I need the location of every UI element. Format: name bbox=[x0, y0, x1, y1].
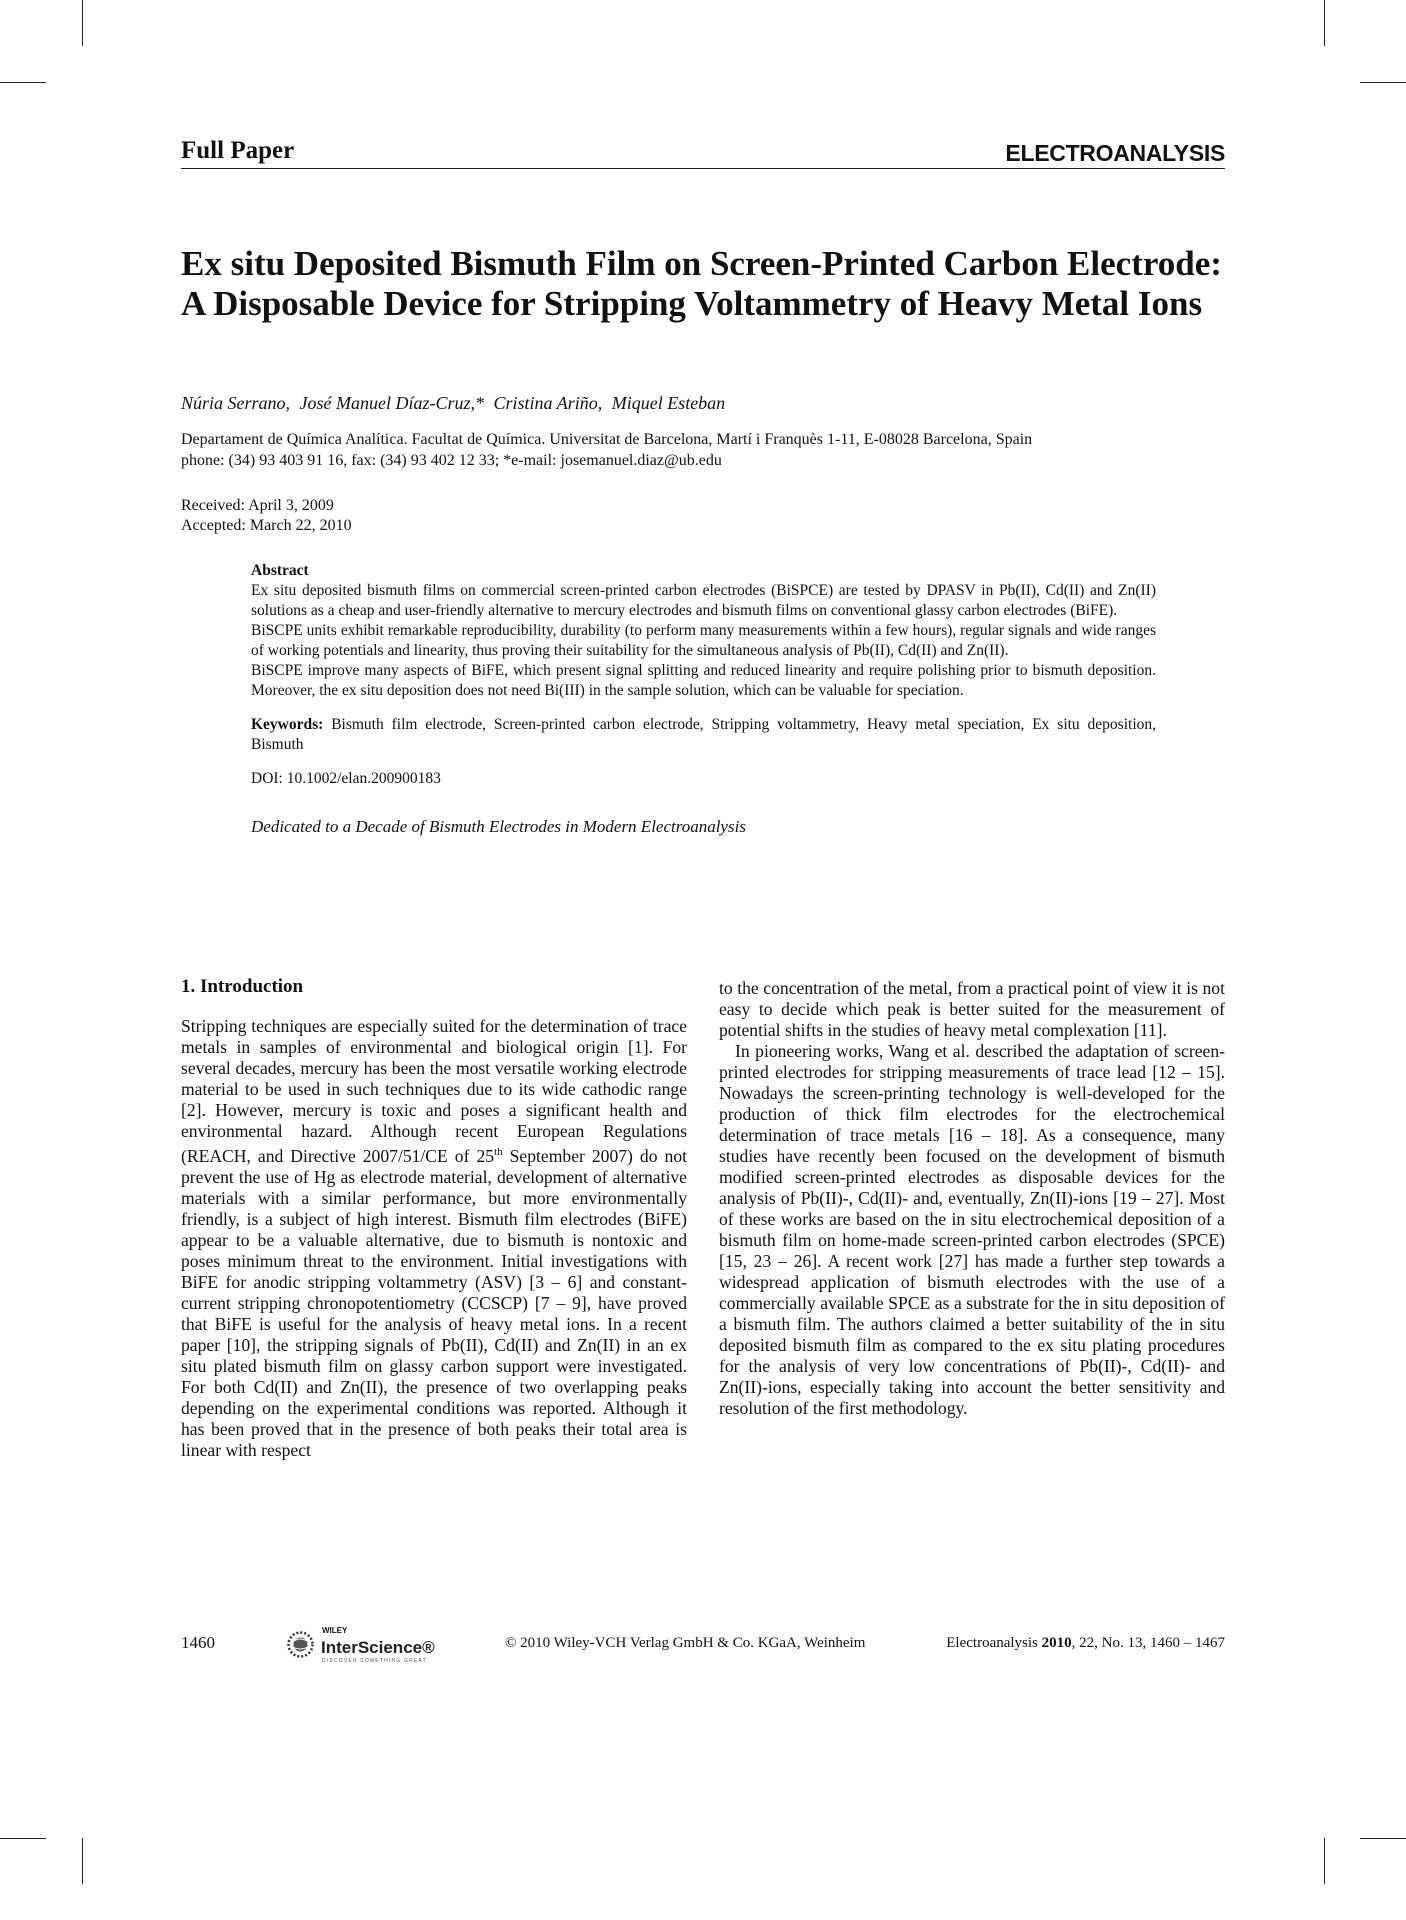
interscience-logo bbox=[284, 1624, 454, 1664]
header-rule bbox=[181, 168, 1225, 169]
keywords-label: Keywords: bbox=[251, 716, 324, 733]
page-footer bbox=[181, 1626, 1225, 1664]
doi: DOI: 10.1002/elan.200900183 bbox=[251, 770, 441, 787]
abstract-block bbox=[251, 561, 1156, 837]
affiliation bbox=[181, 429, 1226, 471]
author: Cristina Ariño, bbox=[493, 393, 603, 413]
keywords-list: Bismuth film electrode, Screen-printed carbon electrode, Stripping voltammetry, Heavy metal speciation, Ex situ deposition, Bismuth bbox=[251, 716, 1156, 753]
body-column-right bbox=[719, 978, 1225, 1419]
abstract-paragraph: BiSCPE improve many aspects of BiFE, which present signal splitting and reduced linearity and require polishing prior to bismuth deposition. Moreover, the ex situ deposition does not need Bi(III) in the sample solution, which can be valuable for speciation. bbox=[251, 662, 1156, 699]
abstract-paragraph: BiSCPE units exhibit remarkable reproducibility, durability (to perform many measurements within a few hours), regular signals and wide ranges of working potentials and linearity, thus proving their suitability for the simultaneous analysis of Pb(II), Cd(II) and Zn(II). bbox=[251, 622, 1156, 659]
page-number: 1460 bbox=[181, 1633, 215, 1652]
received-date: Received: April 3, 2009 bbox=[181, 497, 334, 514]
author-list bbox=[181, 393, 725, 414]
author: Núria Serrano, bbox=[181, 393, 291, 413]
article-title: Ex situ Deposited Bismuth Film on Screen-Printed Carbon Electrode: A Disposable Device for Stripping Voltammetry of Heavy Metal Ions bbox=[181, 244, 1222, 323]
crop-mark bbox=[0, 82, 46, 83]
journal-citation: Electroanalysis 2010, 22, No. 13, 1460 – 1467 bbox=[946, 1635, 1225, 1651]
crop-mark bbox=[82, 1838, 83, 1884]
logo-brand-text: InterScience® bbox=[321, 1638, 435, 1657]
author: José Manuel Díaz-Cruz,* bbox=[299, 393, 484, 413]
crop-mark bbox=[1360, 82, 1406, 83]
journal-name: ELECTROANALYSIS bbox=[1005, 140, 1225, 166]
crop-mark bbox=[1324, 1838, 1325, 1884]
copyright: © 2010 Wiley-VCH Verlag GmbH & Co. KGaA, Weinheim bbox=[505, 1635, 866, 1651]
keywords bbox=[251, 715, 1156, 755]
crop-mark bbox=[82, 0, 83, 46]
globe-icon bbox=[284, 1629, 317, 1660]
crop-mark bbox=[0, 1838, 46, 1839]
body-paragraph: Stripping techniques are especially suited for the determination of trace metals in samples of environmental and biological origin [1]. For several decades, mercury has been the most versatile working electrode material to be used in such techniques due to its wide cathodic range [2]. However, mercury is toxic and poses a significant health and environmental hazard. Although recent European Regulations (REACH, and Directive 2007/51/CE of 25th September 2007) do not prevent the use of Hg as electrode material, development of alternative materials with a similar performance, but more environmentally friendly, is a subject of high interest. Bismuth film electrodes (BiFE) appear to be a valuable alternative, due to bismuth is nontoxic and poses minimum threat to the environment. Initial investigations with BiFE for anodic stripping voltammetry (ASV) [3 – 6] and constant-current stripping chronopotentiometry (CCSCP) [7 – 9], have proved that BiFE is useful for the analysis of heavy metal ions. In a recent paper [10], the stripping signals of Pb(II), Cd(II) and Zn(II) in an ex situ plated bismuth film on glassy carbon support were investigated. For both Cd(II) and Zn(II), the presence of two overlapping peaks depending on the experimental conditions was reported. Although it has been proved that in the presence of both peaks their total area is linear with respect bbox=[181, 1016, 688, 1460]
logo-wiley-text: WILEY bbox=[322, 1626, 348, 1635]
section-heading: 1. Introduction bbox=[181, 976, 304, 997]
affiliation-address: Departament de Química Analítica. Facultat de Química. Universitat de Barcelona, Martí i Franquès 1-11, E-08028 Barcelona, Spain bbox=[181, 431, 1033, 448]
body-paragraph: to the concentration of the metal, from a practical point of view it is not easy to decide which peak is better suited for the measurement of potential shifts in the studies of heavy metal complexation [11]. bbox=[719, 978, 1225, 1040]
accepted-date: Accepted: March 22, 2010 bbox=[181, 517, 352, 534]
logo-tagline: DISCOVER SOMETHING GREAT bbox=[322, 1658, 427, 1664]
abstract-paragraph: Ex situ deposited bismuth films on commercial screen-printed carbon electrodes (BiSPCE) are tested by DPASV in Pb(II), Cd(II) and Zn(II) solutions as a cheap and user-friendly alternative to mercury electrodes and bismuth films on conventional glassy carbon electrodes (BiFE). bbox=[251, 582, 1156, 619]
abstract-heading: Abstract bbox=[251, 562, 309, 579]
crop-mark bbox=[1324, 0, 1325, 46]
affiliation-contact: phone: (34) 93 403 91 16, fax: (34) 93 402 12 33; *e-mail: josemanuel.diaz@ub.edu bbox=[181, 452, 722, 469]
crop-mark bbox=[1360, 1838, 1406, 1839]
article-dates bbox=[181, 496, 352, 536]
running-header-section: Full Paper bbox=[181, 137, 295, 164]
body-column-left bbox=[181, 976, 687, 1461]
body-paragraph: In pioneering works, Wang et al. described the adaptation of screen-printed electrodes for stripping measurements of trace lead [12 – 15]. Nowadays the screen-printing technology is well-developed for the production of thick film electrodes for the electrochemical determination of trace metals [16 – 18]. As a consequence, many studies have recently been focused on the development of bismuth modified screen-printed electrodes as disposable devices for the analysis of Pb(II)-, Cd(II)- and, eventually, Zn(II)-ions [19 – 27]. Most of these works are based on the in situ electrochemical deposition of a bismuth film on home-made screen-printed carbon electrodes (SPCE) [15, 23 – 26]. A recent work [27] has made a further step towards a widespread application of bismuth electrodes with the use of a commercially available SPCE as a substrate for the in situ deposition of a bismuth film. The authors claimed a better suitability of the in situ deposited bismuth film as compared to the ex situ plating procedures for the analysis of very low concentrations of Pb(II)-, Cd(II)- and Zn(II)-ions, especially taking into account the better sensitivity and resolution of the first methodology. bbox=[719, 1041, 1225, 1418]
dedication: Dedicated to a Decade of Bismuth Electrodes in Modern Electroanalysis bbox=[251, 817, 746, 836]
author: Miquel Esteban bbox=[611, 393, 726, 413]
